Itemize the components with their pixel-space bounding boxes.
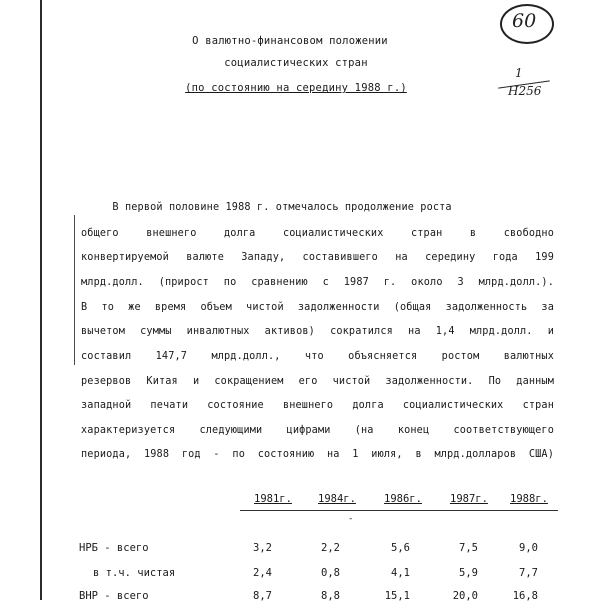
year-header: 1987г. xyxy=(450,493,488,505)
paragraph-line: конвертируемой валюте Западу, составившего на середину года 199 xyxy=(81,252,554,263)
row-label: в т.ч. чистая xyxy=(93,567,176,579)
title-line-2: социалистических стран xyxy=(224,57,368,69)
table-row xyxy=(0,590,600,608)
paragraph-line: резервов Китая и сокращением его чистой задолженности. По данным xyxy=(81,376,554,387)
table-row xyxy=(0,567,600,585)
table-cell: 2,2 xyxy=(321,542,340,554)
paragraph-line: общего внешнего долга социалистических стран в свободно xyxy=(81,228,554,239)
handwritten-fraction-denominator: H256 xyxy=(508,84,542,98)
table-cell: 8,8 xyxy=(321,590,340,602)
handwritten-page-number: 60 xyxy=(512,10,537,32)
margin-mark-line xyxy=(74,215,75,365)
table-cell: 5,9 xyxy=(459,567,478,579)
paragraph-line: вычетом суммы инвалютных активов) сократился на 1,4 млрд.долл. и xyxy=(81,326,554,337)
row-label: ВНР - всего xyxy=(79,590,149,602)
title-line-3: (по состоянию на середину 1988 г.) xyxy=(185,82,407,94)
table-row xyxy=(0,542,600,560)
table-cell: 8,7 xyxy=(253,590,272,602)
paragraph-line: млрд.долл. (прирост по сравнению с 1987 г. около 3 млрд.долл.). xyxy=(81,277,554,288)
paragraph-line: В первой половине 1988 г. отмечалось продолжение роста xyxy=(81,202,452,213)
year-header: 1981г. xyxy=(254,493,292,505)
table-cell: 16,8 xyxy=(512,590,538,602)
table-cell: 0,8 xyxy=(321,567,340,579)
paragraph-line: составил 147,7 млрд.долл., что объясняется ростом валютных xyxy=(81,351,554,362)
table-cell: 15,1 xyxy=(384,590,410,602)
table-cell: 20,0 xyxy=(452,590,478,602)
header-underline xyxy=(240,510,558,511)
paragraph-line: В то же время объем чистой задолженности (общая задолженность за xyxy=(81,302,554,313)
table-cell: 5,6 xyxy=(391,542,410,554)
header-mark: - xyxy=(348,514,354,524)
year-header: 1984г. xyxy=(318,493,356,505)
paragraph-line: периода, 1988 год - по состоянию на 1 июля, в млрд.долларов США) xyxy=(81,449,554,460)
table-cell: 4,1 xyxy=(391,567,410,579)
paragraph-line: характеризуется следующими цифрами (на конец соответствующего xyxy=(81,425,554,436)
title-line-1: О валютно-финансовом положении xyxy=(192,35,388,47)
table-cell: 3,2 xyxy=(253,542,272,554)
paragraph-line: западной печати состояние внешнего долга социалистических стран xyxy=(81,400,554,411)
row-label: НРБ - всего xyxy=(79,542,149,554)
table-cell: 9,0 xyxy=(519,542,538,554)
table-cell: 7,7 xyxy=(519,567,538,579)
table-cell: 2,4 xyxy=(253,567,272,579)
year-header: 1986г. xyxy=(384,493,422,505)
handwritten-fraction-numerator: 1 xyxy=(515,66,523,80)
year-header: 1988г. xyxy=(510,493,548,505)
table-cell: 7,5 xyxy=(459,542,478,554)
